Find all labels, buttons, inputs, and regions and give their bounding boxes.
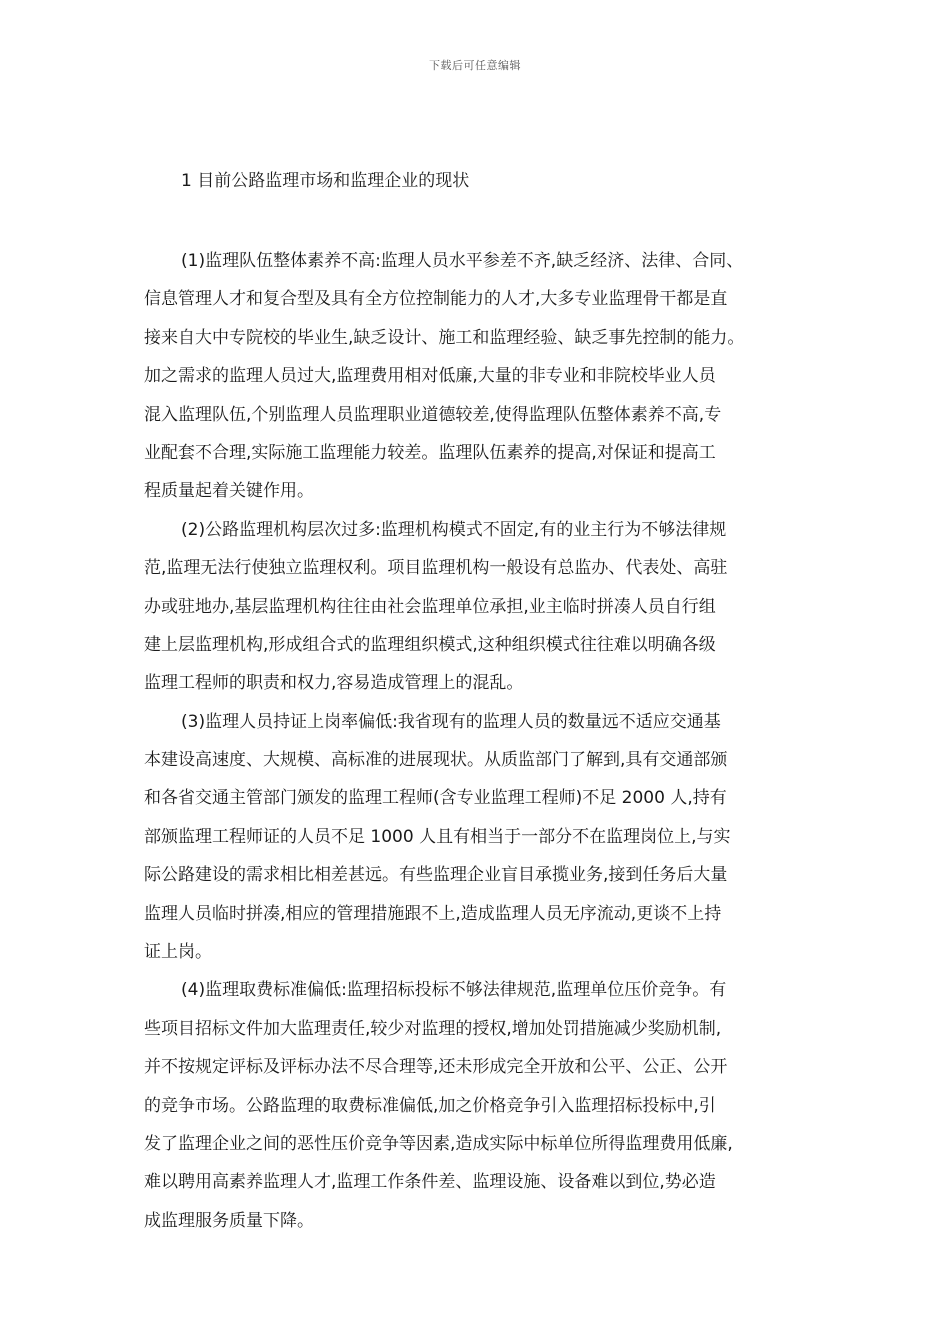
text-line: (1)监理队伍整体素养不高:监理人员水平参差不齐,缺乏经济、法律、合同、: [181, 251, 744, 271]
paragraph-2: [144, 511, 820, 703]
section-title: 1 目前公路监理市场和监理企业的现状: [181, 171, 470, 191]
page-header-note: 下载后可任意编辑: [429, 59, 521, 72]
text-line: 范,监理无法行使独立监理权利。项目监理机构一般设有总监办、代表处、高驻: [144, 558, 728, 579]
text-line: 监理工程师的职责和权力,容易造成管理上的混乱。: [144, 673, 524, 694]
paragraph-3: [144, 703, 820, 972]
text-line: 办或驻地办,基层监理机构往往由社会监理单位承担,业主临时拼凑人员自行组: [144, 596, 716, 617]
text-line: 发了监理企业之间的恶性压价竞争等因素,造成实际中标单位所得监理费用低廉,: [144, 1133, 733, 1154]
paragraph-1: [144, 242, 820, 511]
text-line: 建上层监理机构,形成组合式的监理组织模式,这种组织模式往往难以明确各级: [144, 634, 716, 655]
document-body: [144, 242, 820, 1240]
text-line: 难以聘用高素养监理人才,监理工作条件差、监理设施、设备难以到位,势必造: [144, 1172, 716, 1193]
text-line: 信息管理人才和复合型及具有全方位控制能力的人才,大多专业监理骨干都是直: [144, 289, 728, 310]
text-line: (4)监理取费标准偏低:监理招标投标不够法律规范,监理单位压价竞争。有: [181, 980, 727, 1001]
text-line: (3)监理人员持证上岗率偏低:我省现有的监理人员的数量远不适应交通基: [181, 711, 721, 732]
text-line: 监理人员临时拼凑,相应的管理措施跟不上,造成监理人员无序流动,更谈不上持: [144, 903, 722, 924]
text-line: 加之需求的监理人员过大,监理费用相对低廉,大量的非专业和非院校毕业人员: [144, 366, 716, 387]
text-line: 本建设高速度、大规模、高标准的进展现状。从质监部门了解到,具有交通部颁: [144, 750, 728, 771]
text-line: 业配套不合理,实际施工监理能力较差。监理队伍素养的提高,对保证和提高工: [144, 442, 716, 463]
text-line: 证上岗。: [144, 942, 212, 963]
paragraph-4: [144, 971, 820, 1240]
text-line: 的竞争市场。公路监理的取费标准偏低,加之价格竞争引入监理招标投标中,引: [144, 1095, 716, 1116]
text-line: 并不按规定评标及评标办法不尽合理等,还未形成完全开放和公平、公正、公开: [144, 1057, 728, 1078]
text-line: 部颁监理工程师证的人员不足 1000 人且有相当于一部分不在监理岗位上,与实: [144, 826, 731, 847]
text-line: 混入监理队伍,个别监理人员监理职业道德较差,使得监理队伍整体素养不高,专: [144, 404, 722, 425]
text-line: 和各省交通主管部门颁发的监理工程师(含专业监理工程师)不足 2000 人,持有: [144, 788, 727, 809]
text-line: 些项目招标文件加大监理责任,较少对监理的授权,增加处罚措施减少奖励机制,: [144, 1018, 722, 1039]
text-line: 成监理服务质量下降。: [144, 1210, 314, 1231]
text-line: (2)公路监理机构层次过多:监理机构模式不固定,有的业主行为不够法律规: [181, 519, 727, 540]
text-line: 接来自大中专院校的毕业生,缺乏设计、施工和监理经验、缺乏事先控制的能力。: [144, 327, 745, 348]
text-line: 程质量起着关键作用。: [144, 481, 314, 502]
text-line: 际公路建设的需求相比相差甚远。有些监理企业盲目承揽业务,接到任务后大量: [144, 865, 728, 886]
